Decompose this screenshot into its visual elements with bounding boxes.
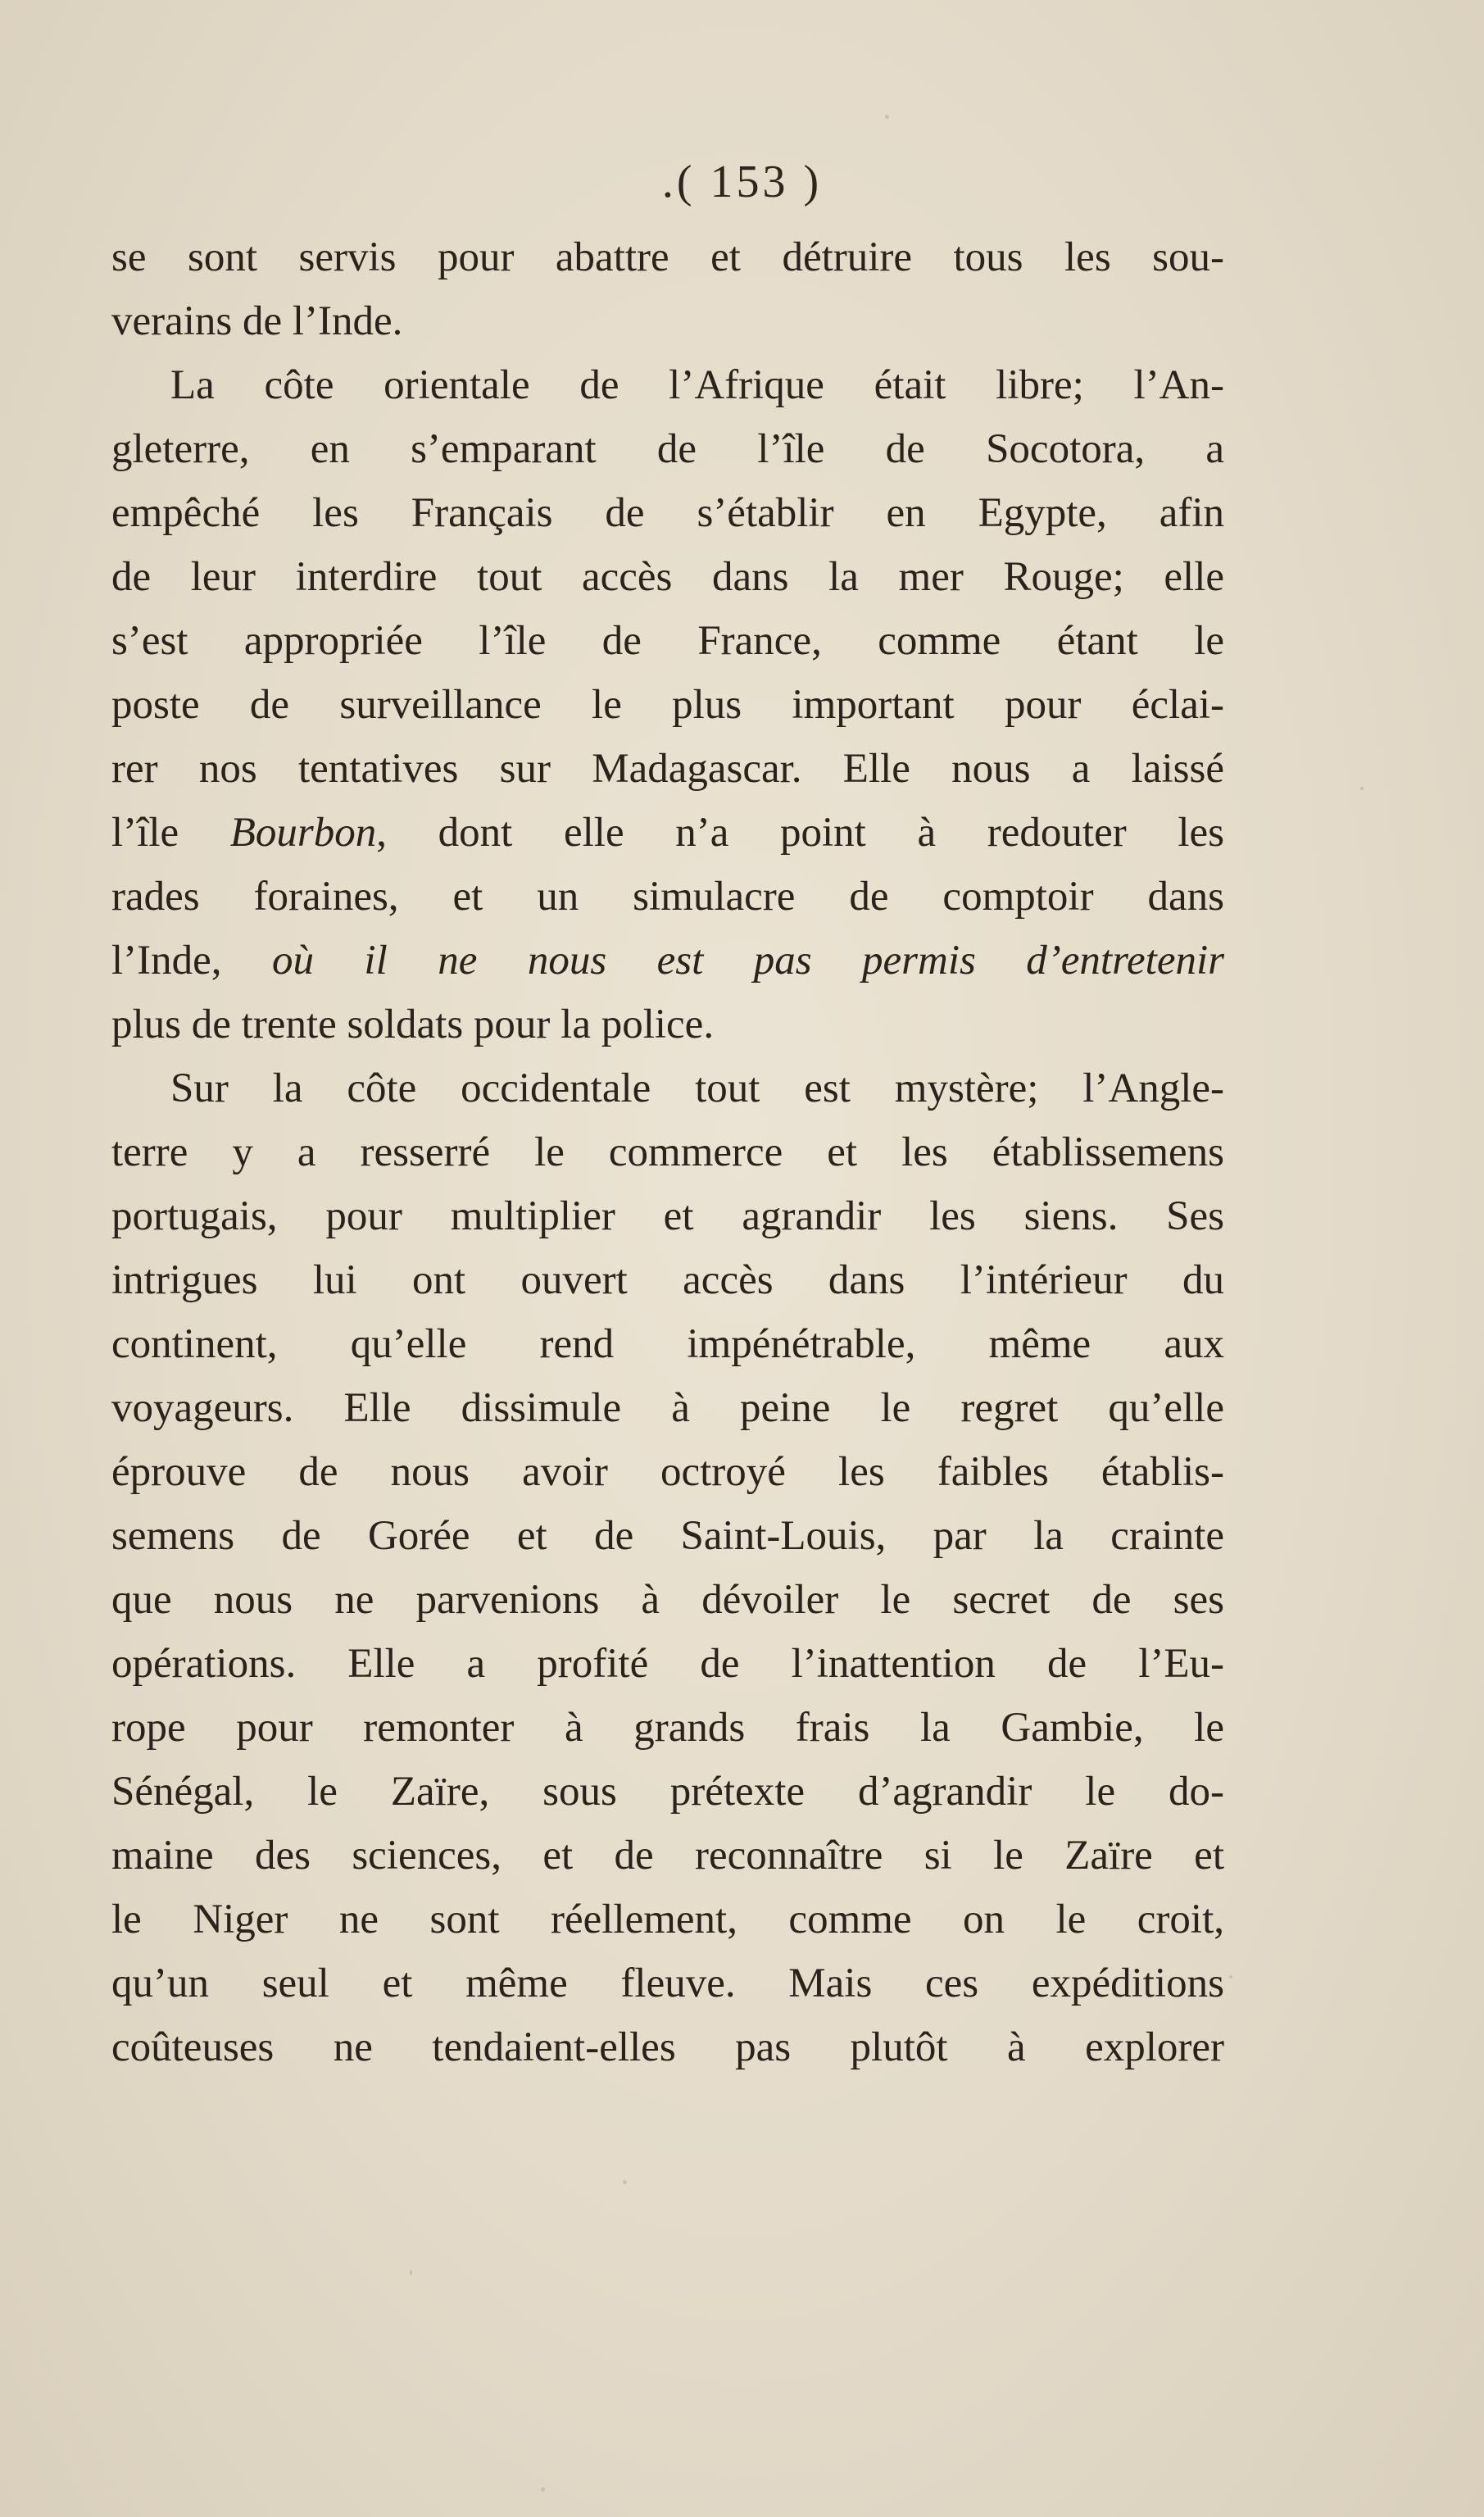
text-line: rades foraines, et un simulacre de comptoir dans bbox=[111, 874, 1224, 920]
text-line: maine des sciences, et de reconnaître si le Zaïre et bbox=[111, 1833, 1224, 1879]
text-line: se sont servis pour abattre et détruire tous les sou- bbox=[111, 234, 1224, 280]
text-line: rope pour remonter à grands frais la Gambie, le bbox=[111, 1705, 1224, 1751]
text-line: voyageurs. Elle dissimule à peine le regret qu’elle bbox=[111, 1385, 1224, 1431]
text-line: semens de Gorée et de Saint-Louis, par la crainte bbox=[111, 1513, 1224, 1559]
text-line: poste de surveillance le plus important pour éclai- bbox=[111, 682, 1224, 728]
paper-speck bbox=[623, 2180, 627, 2184]
italic-run: Bourbon bbox=[229, 810, 377, 856]
text-line: Sénégal, le Zaïre, sous prétexte d’agrandir le do- bbox=[111, 1769, 1224, 1815]
text-line: rer nos tentatives sur Madagascar. Elle nous a laissé bbox=[111, 746, 1224, 792]
paper-speck bbox=[1229, 1975, 1232, 1979]
text-line-inde bbox=[111, 929, 1224, 993]
text-line: que nous ne parvenions à dévoiler le secret de ses bbox=[111, 1577, 1224, 1623]
body-text bbox=[111, 225, 1224, 2079]
text-run: , dont elle n’a point à redouter les bbox=[376, 810, 1224, 856]
paper-speck bbox=[410, 2270, 412, 2275]
text-line: le Niger ne sont réellement, comme on le croit, bbox=[111, 1897, 1224, 1942]
paper-speck bbox=[885, 115, 889, 119]
text-line: continent, qu’elle rend impénétrable, même aux bbox=[111, 1321, 1224, 1367]
text-line: portugais, pour multiplier et agrandir les siens. Ses bbox=[111, 1193, 1224, 1239]
text-line-bourbon bbox=[111, 801, 1224, 865]
text-line-italic: plus de trente soldats pour la police. bbox=[111, 1002, 715, 1047]
italic-run: où il ne nous est pas permis d’entretenir bbox=[271, 938, 1224, 984]
text-line: coûteuses ne tendaient-elles pas plutôt à explorer bbox=[111, 2024, 1224, 2070]
text-line: opérations. Elle a profité de l’inattention de l’Eu- bbox=[111, 1641, 1224, 1687]
text-line: qu’un seul et même fleuve. Mais ces expéditions bbox=[111, 1960, 1224, 2006]
text-line: Sur la côte occidentale tout est mystère; l’Angle- bbox=[170, 1065, 1224, 1111]
paper-speck bbox=[1360, 787, 1364, 790]
text-line: de leur interdire tout accès dans la mer Rouge; elle bbox=[111, 554, 1224, 600]
page-number: .( 153 ) bbox=[661, 157, 823, 207]
text-line: empêché les Français de s’établir en Egypte, afin bbox=[111, 490, 1224, 536]
text-line: terre y a resserré le commerce et les établissemens bbox=[111, 1129, 1224, 1175]
text-line: éprouve de nous avoir octroyé les faibles établis- bbox=[111, 1449, 1224, 1495]
text-line: s’est appropriée l’île de France, comme étant le bbox=[111, 618, 1224, 664]
text-line: gleterre, en s’emparant de l’île de Socotora, a bbox=[111, 426, 1224, 472]
text-run: l’île bbox=[111, 810, 230, 856]
text-line: intrigues lui ont ouvert accès dans l’intérieur du bbox=[111, 1257, 1224, 1303]
text-line: verains de l’Inde. bbox=[111, 298, 403, 344]
text-line: La côte orientale de l’Afrique était libre; l’An- bbox=[170, 362, 1224, 408]
text-run: l’Inde, bbox=[111, 938, 272, 984]
paper-speck bbox=[541, 2487, 545, 2492]
